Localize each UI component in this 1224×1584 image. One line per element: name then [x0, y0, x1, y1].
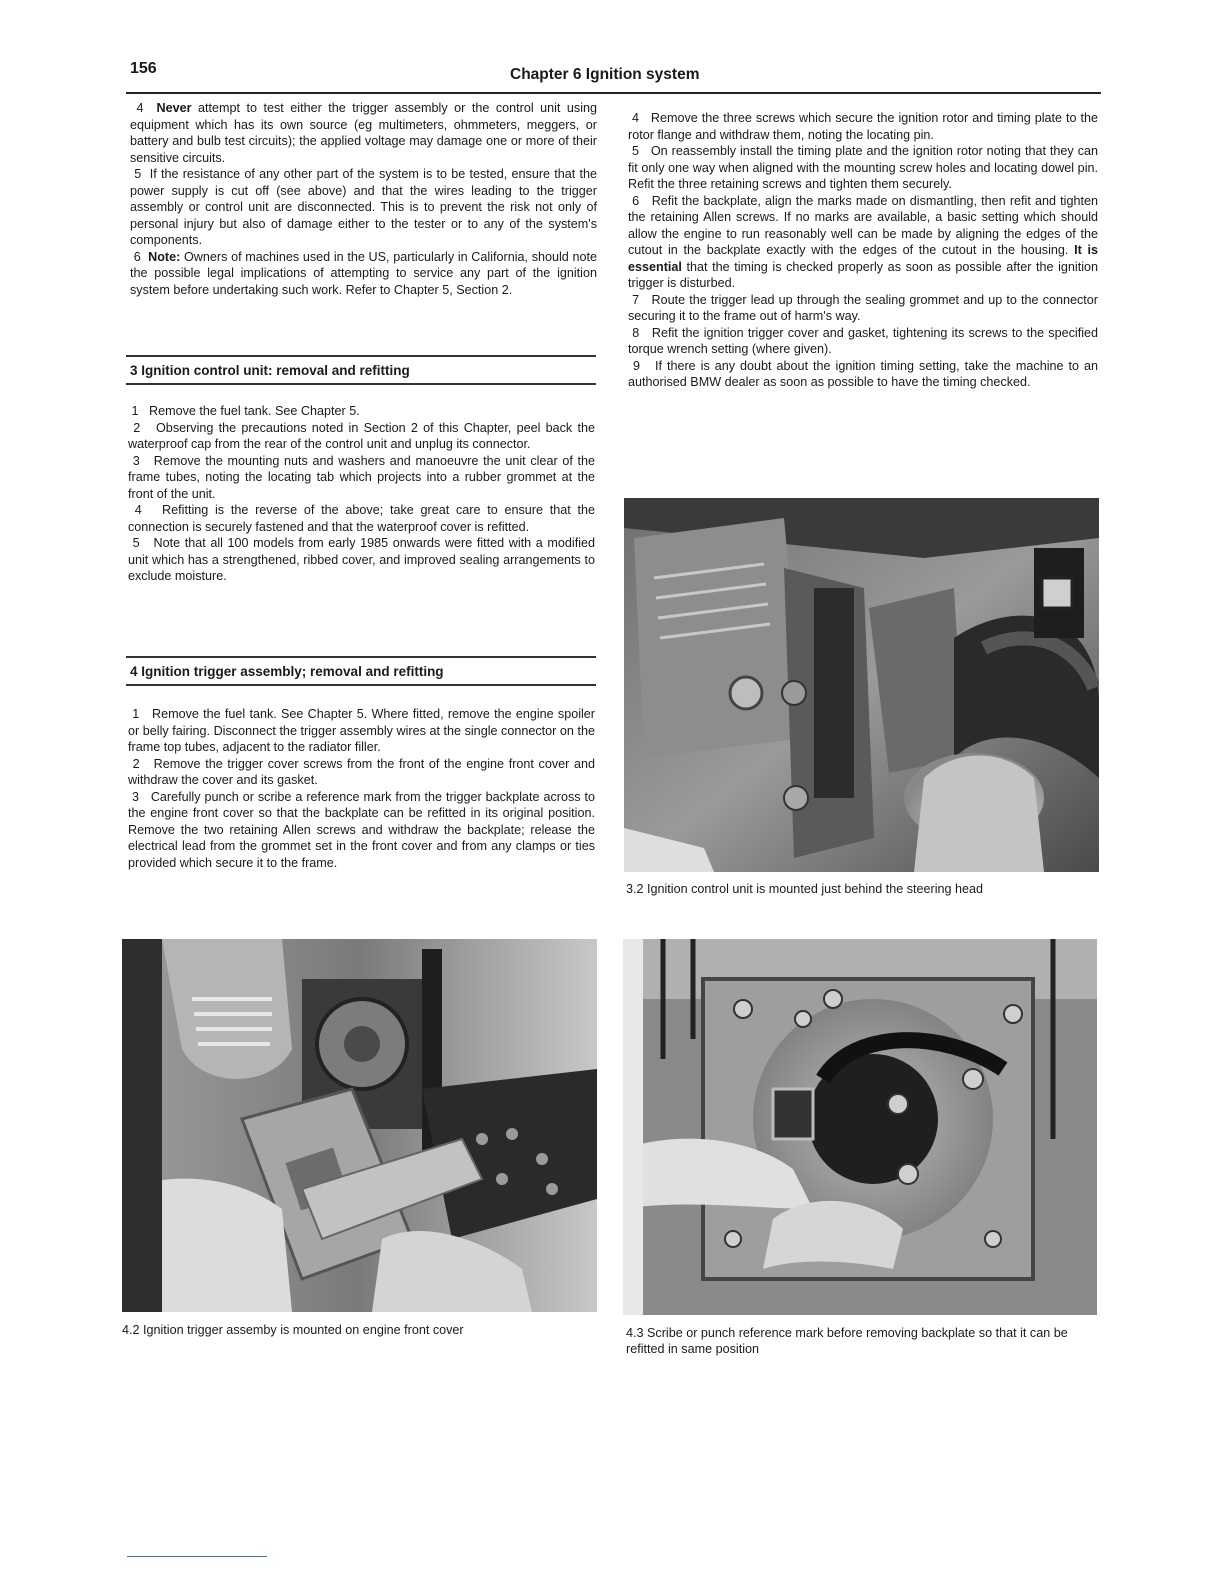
paragraph: 8 Refit the ignition trigger cover and gasket, tightening its screws to the specified torque wrench setting (where given).: [628, 325, 1098, 356]
photo-control-unit: [624, 498, 1099, 872]
paragraph: 4 Refitting is the reverse of the above; take great care to ensure that the connection is securely fastened and that the waterproof cover is refitted.: [128, 503, 596, 534]
intro-text-block: [130, 100, 597, 298]
figure-caption: 3.2 Ignition control unit is mounted just behind the steering head: [626, 882, 984, 896]
paragraph: 6 Refit the backplate, align the marks made on dismantling, then refit and tighten the retaining Allen screws. If no marks are available, a basic setting which should allow the engine to run reasonably well can be made by aligning the edges of the cutout in the backplate exactly with the edges of the cutout in the housing. It is essential that the timing is checked properly as soon as possible after the ignition trigger is disturbed.: [628, 193, 1098, 290]
section-title: 3 Ignition control unit: removal and refitting: [130, 363, 410, 378]
section-rule-bottom: [126, 684, 596, 686]
page-number: 156: [130, 60, 157, 77]
paragraph: 5 On reassembly install the timing plate and the ignition rotor noting that they can fit only one way when aligned with the mounting screw holes and locating dowel pin. Refit the three retaining screws and tighten them securely.: [628, 144, 1098, 191]
paragraph: 2 Observing the precautions noted in Section 2 of this Chapter, peel back the waterproof cap from the rear of the control unit and unplug its connector.: [128, 420, 595, 451]
paragraph: 3 Carefully punch or scribe a reference mark from the trigger backplate across to the engine front cover so that the backplate can be refitted in its original position. Remove the two retaining Allen screws and withdraw the backplate; release the electrical lead from the grommet set in the front cover and from any clamps or ties provided which secure it to the frame.: [128, 789, 596, 870]
figure-caption: 4.2 Ignition trigger assemby is mounted on engine front cover: [122, 1323, 464, 1337]
section-3-text: [128, 403, 595, 585]
header-rule: [126, 92, 1101, 94]
paragraph: 5 If the resistance of any other part of the system is to be tested, ensure that the power supply is cut off (see above) and that the wires leading to the trigger assembly or control unit are disconnected. This is to prevent the risk not only of personal injury but also of damage either to the tester or to any of the system's components.: [130, 167, 598, 247]
paragraph: 6 Note: Owners of machines used in the US, particularly in California, should note the possible legal implications of attempting to service any part of the ignition system before undertaking such work. Refer to Chapter 5, Section 2.: [130, 249, 598, 297]
running-head: Chapter 6 Ignition system: [510, 66, 700, 83]
paragraph: 1 Remove the fuel tank. See Chapter 5. Where fitted, remove the engine spoiler or belly fairing. Disconnect the trigger assembly wires at the single connector on the frame top tubes, adjacent to the radiator filler.: [128, 707, 596, 754]
photo-backplate: [623, 939, 1097, 1315]
right-column-text: [628, 110, 1098, 391]
paragraph: 1 Remove the fuel tank. See Chapter 5.: [131, 404, 360, 418]
figure-caption: 4.3 Scribe or punch reference mark before removing backplate so that it can be refitted in same position: [626, 1326, 1068, 1356]
paragraph: 7 Route the trigger lead up through the sealing grommet and up to the connector securing it to the frame out of harm's way.: [628, 292, 1098, 323]
paragraph: 5 Note that all 100 models from early 1985 onwards were fitted with a modified unit which has a strengthened, ribbed cover, and improved sealing arrangements to exclude moisture.: [128, 536, 596, 583]
section-heading-3: [126, 355, 596, 385]
photo-trigger-assembly: [122, 939, 597, 1312]
paragraph: 2 Remove the trigger cover screws from the front of the engine front cover and withdraw the cover and its gasket.: [128, 756, 596, 787]
paragraph: 4 Remove the three screws which secure the ignition rotor and timing plate to the rotor flange and withdraw them, noting the locating pin.: [628, 111, 1098, 142]
section-title: 4 Ignition trigger assembly; removal and refitting: [130, 664, 444, 679]
section-heading-4: [126, 656, 596, 686]
paragraph: 9 If there is any doubt about the ignition timing setting, take the machine to an authorised BMW dealer as soon as possible to have the timing checked.: [628, 358, 1099, 389]
section-4-text: [128, 706, 595, 871]
section-rule-bottom: [126, 383, 596, 385]
paragraph: 4 Never attempt to test either the trigger assembly or the control unit using equipment which has its own source (eg multimeters, ohmmeters, meggers, or battery and bulb test circuits); the applied voltage may damage one or more of their sensitive circuits.: [130, 101, 598, 165]
paragraph: 3 Remove the mounting nuts and washers and manoeuvre the unit clear of the frame tubes, noting the locating tab which projects into a rubber grommet at the front of the unit.: [128, 453, 596, 501]
footer-link-line: [127, 1556, 267, 1557]
